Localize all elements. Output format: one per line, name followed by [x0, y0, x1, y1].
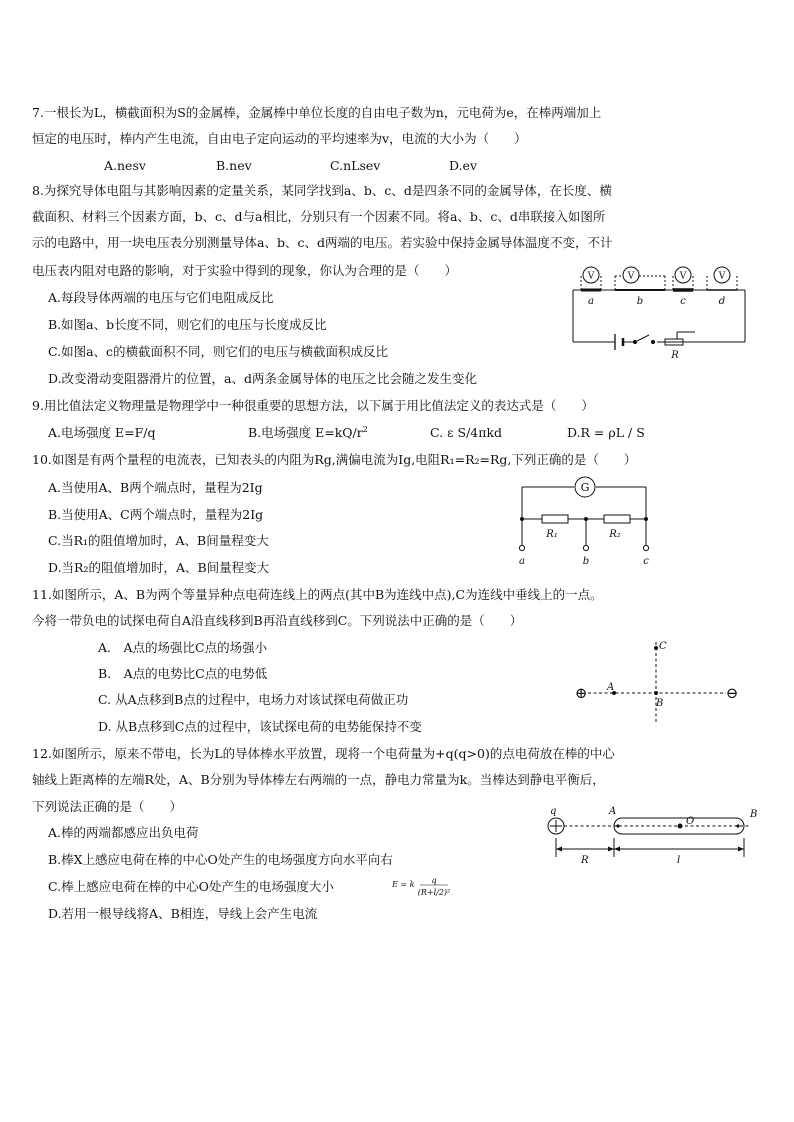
q12-stem-line3: 下列说法正确的是（ ）	[32, 799, 183, 814]
q11-option-c: C. 从A点移到B点的过程中，电场力对该试探电荷做正功	[98, 692, 409, 707]
q12-option-c: C.棒上感应电荷在棒的中心O处产生的电场强度大小	[48, 879, 334, 894]
q8-conductor-b-label: b	[636, 296, 644, 307]
q9-option-b-exponent: 2	[362, 424, 368, 434]
q12-formula-numerator: q	[431, 876, 437, 885]
q11-point-a-label: A	[607, 682, 615, 693]
q8-stem-line4: 电压表内阻对电路的影响，对于实验中得到的现象，你认为合理的是（ ）	[32, 263, 458, 278]
q10-terminal-c-label: c	[643, 556, 649, 567]
q10-option-d: D.当R₂的阻值增加时，A、B间量程变大	[48, 560, 270, 575]
q10-option-c: C.当R₁的阻值增加时，A、B间量程变大	[48, 533, 269, 548]
q8-conductor-d-label: d	[718, 296, 726, 307]
q12-formula-prefix: E = k	[392, 880, 415, 889]
q8-conductor-a-label: a	[588, 296, 594, 307]
q8-stem-line3: 示的电路中，用一块电压表分别测量导体a、b、c、d两端的电压。若实验中保持金属导体温度不变，不计	[32, 235, 613, 250]
q12-option-b: B.棒X上感应电荷在棒的中心O处产生的电场强度方向水平向右	[48, 852, 393, 867]
q10-r2-label: R₂	[609, 529, 621, 540]
q8-stem-line1: 8.为探究导体电阻与其影响因素的定量关系，某同学找到a、b、c、d是四条不同的金属导体，在长度、横	[32, 183, 612, 198]
q11-option-a: A. A点的场强比C点的场强小	[98, 640, 268, 655]
q8-option-d: D.改变滑动变阻器滑片的位置，a、d两条金属导体的电压之比会随之发生变化	[48, 371, 478, 386]
q12-rod-diagram	[540, 805, 770, 869]
q12-option-a: A.棒的两端都感应出负电荷	[48, 825, 199, 840]
q11-stem-line1: 11.如图所示，A、B为两个等量异种点电荷连线上的两点(其中B为连线中点),C为连线中垂线上的一点。	[32, 587, 603, 602]
q8-rheostat-label: R	[671, 350, 679, 361]
q10-galvanometer-label: G	[580, 481, 590, 494]
q10-stem: 10.如图是有两个量程的电流表，已知表头的内阻为Rg,满偏电流为Ig,电阻R₁=R₂=Rg,下列正确的是（ ）	[32, 452, 637, 467]
q11-point-c-label: C	[659, 641, 667, 652]
q8-option-b: B.如图a、b长度不同，则它们的电压与长度成反比	[48, 317, 327, 332]
q8-voltmeter-3-label: V	[679, 271, 687, 282]
q12-option-d: D.若用一根导线将A、B相连，导线上会产生电流	[48, 906, 318, 921]
q12-length-l-label: l	[677, 855, 681, 866]
q7-option-b: B.nev	[216, 158, 252, 173]
q10-terminal-a-label: a	[519, 556, 525, 567]
q8-stem-line2: 截面积、材料三个因素方面，b、c、d与a相比，分别只有一个因素不同。将a、b、c、d串联接入如图所	[32, 209, 606, 224]
q8-voltmeter-1-label: V	[587, 271, 595, 282]
q7-option-c: C.nLsev	[330, 158, 381, 173]
q7-option-d: D.ev	[449, 158, 478, 173]
q12-distance-r-label: R	[581, 855, 589, 866]
q11-option-d: D. 从B点移到C点的过程中，该试探电荷的电势能保持不变	[98, 719, 422, 734]
q10-option-a: A.当使用A、B两个端点时，量程为2Ig	[48, 480, 263, 495]
q11-negative-charge-symbol: ⊖	[725, 684, 739, 702]
q11-positive-charge-symbol: ⊕	[574, 684, 588, 702]
q10-r1-label: R₁	[546, 529, 558, 540]
q8-voltmeter-4-label: V	[718, 271, 726, 282]
q12-point-b-label: B	[750, 809, 758, 820]
q10-ammeter-diagram	[512, 475, 662, 570]
q11-option-b: B. A点的电势比C点的电势低	[98, 666, 268, 681]
q12-center-o-label: O	[686, 816, 695, 827]
q12-stem-line2: 轴线上距离棒的左端R处，A、B分别为导体棒左右两端的一点，静电力常量为k。当棒达到静电平衡后，	[32, 772, 605, 787]
q12-point-a-label: A	[609, 806, 617, 817]
q8-option-c: C.如图a、c的横截面积不同，则它们的电压与横截面积成反比	[48, 344, 389, 359]
q8-voltmeter-2-label: V	[627, 271, 635, 282]
q12-stem-line1: 12.如图所示，原来不带电，长为L的导体棒水平放置，现将一个电荷量为+q(q>0)的点电荷放在棒的中心	[32, 746, 615, 761]
q10-terminal-b-label: b	[582, 556, 590, 567]
q12-charge-q-label: q	[550, 806, 557, 817]
q9-option-b-text: B.电场强度 E=kQ/r	[248, 425, 363, 440]
q9-option-a: A.电场强度 E=F/q	[48, 425, 156, 440]
q7-stem-line2: 恒定的电压时，棒内产生电流，自由电子定向运动的平均速率为v，电流的大小为（ ）	[32, 131, 527, 146]
q9-stem: 9.用比值法定义物理量是物理学中一种很重要的思想方法，以下属于用比值法定义的表达式是（ ）	[32, 398, 594, 413]
q8-circuit-diagram	[565, 262, 755, 362]
q8-conductor-c-label: c	[680, 296, 686, 307]
q12-formula-denominator: (R+l/2)²	[417, 888, 451, 897]
q8-option-a: A.每段导体两端的电压与它们电阻成反比	[48, 290, 274, 305]
q7-stem-line1: 7.一根长为L，横截面积为S的金属棒，金属棒中单位长度的自由电子数为n，元电荷为e，在棒两端加上	[32, 105, 602, 120]
q9-option-b	[248, 425, 368, 441]
q12-option-c-formula	[390, 874, 486, 902]
q10-option-b: B.当使用A、C两个端点时，量程为2Ig	[48, 507, 264, 522]
q7-option-a: A.nesv	[104, 158, 146, 173]
q11-stem-line2: 今将一带负电的试探电荷自A沿直线移到B再沿直线移到C。下列说法中正确的是（ ）	[32, 613, 523, 628]
q9-option-d: D.R = ρL / S	[567, 425, 645, 440]
q11-charges-diagram	[570, 636, 770, 732]
q11-point-b-label: B	[656, 698, 664, 709]
q9-option-c: C. ε S/4πkd	[430, 425, 503, 440]
